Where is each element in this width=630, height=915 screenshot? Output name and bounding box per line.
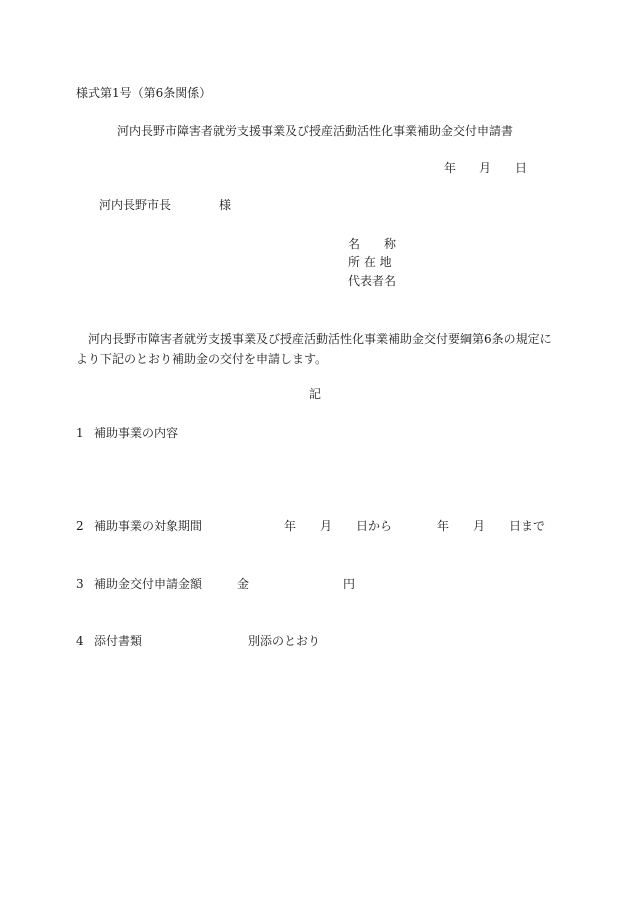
- item4-label: 添付書類: [94, 634, 143, 648]
- item2-from-year: 年: [284, 519, 297, 533]
- date-day: 日: [515, 161, 528, 175]
- form-number: 様式第1号（第6条関係）: [76, 86, 212, 100]
- item4-number: 4: [76, 634, 84, 648]
- item2-to-year: 年: [437, 519, 450, 533]
- item3-suffix: 円: [343, 577, 356, 591]
- addressee-honorific: 様: [219, 198, 232, 212]
- addressee-name: 河内長野市長: [99, 198, 172, 212]
- item2-to-day: 日まで: [509, 519, 546, 533]
- applicant-representative-label: 代表者名: [348, 274, 397, 288]
- item1-label: 補助事業の内容: [94, 426, 179, 440]
- item2-number: 2: [76, 519, 84, 533]
- document-title: 河内長野市障害者就労支援事業及び授産活動活性化事業補助金交付申請書: [117, 124, 514, 138]
- date-year: 年: [444, 161, 457, 175]
- item3-prefix: 金: [237, 577, 250, 591]
- applicant-name-label: 名 称: [348, 237, 397, 251]
- item2-to-month: 月: [473, 519, 486, 533]
- item4-value: 別添のとおり: [248, 634, 321, 648]
- application-body-text: 河内長野市障害者就労支援事業及び授産活動活性化事業補助金交付要綱第6条の規定により下記のとおり補助金の交付を申請します。: [76, 332, 552, 366]
- item3-label: 補助金交付申請金額: [94, 577, 203, 591]
- item2-from-month: 月: [320, 519, 333, 533]
- applicant-address-label: 所 在 地: [348, 255, 392, 269]
- ki-heading: 記: [309, 387, 322, 401]
- item1-number: 1: [76, 426, 84, 440]
- date-month: 月: [479, 161, 492, 175]
- item2-label: 補助事業の対象期間: [94, 519, 203, 533]
- item3-number: 3: [76, 577, 84, 591]
- item2-from-day: 日から: [356, 519, 393, 533]
